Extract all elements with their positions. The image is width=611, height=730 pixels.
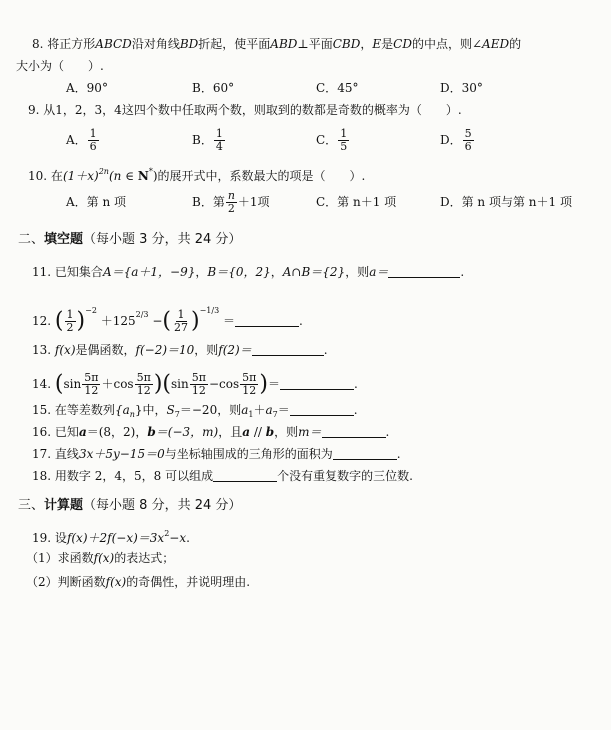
q8-text: 的中点，则 (411, 37, 472, 51)
q14-eq: ＝ (267, 377, 280, 391)
q10-option-b (192, 190, 270, 215)
section-number: 三、 (18, 498, 45, 513)
q11-var: a＝ (369, 265, 389, 279)
fraction (172, 309, 190, 334)
q16 (32, 424, 389, 440)
q19-text: （1）求函数 (26, 551, 94, 565)
q10-text: 的展开式中，系数最大的项是（ ）. (157, 169, 366, 183)
q15-text: 在等差数列 (54, 403, 115, 417)
q13-end: . (323, 343, 328, 357)
q18-number: 18. (32, 469, 52, 483)
q16-vector: b (147, 425, 156, 439)
q12 (32, 303, 303, 334)
q15-expr: ＝−20 (179, 403, 218, 417)
q13 (32, 342, 328, 358)
q19 (32, 526, 190, 546)
denominator: 27 (174, 321, 188, 334)
q19-text: （2）判断函数 (26, 575, 106, 589)
option-label: B．第 (192, 195, 225, 209)
numerator: 1 (177, 308, 185, 321)
q13-number: 13. (32, 343, 52, 357)
q10-option-c: C．第 n＋1 项 (316, 195, 397, 209)
q10-option-a: A．第 n 项 (66, 195, 127, 209)
q11-text: ， (195, 265, 208, 279)
q10-number: 10. (28, 169, 48, 183)
option-label: D． (440, 81, 462, 95)
q16-text: ，则 (274, 425, 299, 439)
option-label: C． (316, 81, 338, 95)
denominator: 12 (242, 384, 257, 397)
q19-expr: f(x) (93, 551, 115, 565)
q13-expr: f(x) (54, 343, 76, 357)
answer-blank[interactable] (322, 425, 386, 438)
option-text: 60° (212, 81, 235, 95)
q8-text: 平面 (308, 37, 333, 51)
q8-stem (32, 36, 521, 52)
q19-exponent: 2 (164, 529, 170, 538)
q11-number: 11. (32, 265, 52, 279)
q10-cond: ) (152, 169, 158, 183)
q16-text: ，且 (218, 425, 243, 439)
denominator: 12 (136, 384, 151, 397)
q8-var: CD (393, 37, 412, 51)
q8-var: CBD (332, 37, 361, 51)
numerator: 1 (215, 127, 223, 140)
answer-blank[interactable] (235, 314, 299, 327)
right-paren: ) (76, 308, 86, 334)
q18 (32, 468, 413, 484)
answer-blank[interactable] (213, 469, 277, 482)
q16-op: // (250, 425, 266, 439)
q14-func: sin (171, 377, 189, 391)
q8-text: 的 (509, 37, 522, 51)
fraction (226, 190, 237, 215)
q9-option-c (316, 128, 350, 153)
denominator: 4 (215, 140, 223, 153)
q16-var: m＝ (298, 425, 322, 439)
q8-stem-line2: 大小为（ ）. (16, 59, 104, 73)
q10-cond: (n ∈ (108, 169, 138, 183)
q8-option-a (66, 80, 108, 96)
numerator: 1 (66, 308, 74, 321)
q17 (32, 446, 401, 462)
q15-expr: {a (114, 403, 130, 417)
q14-end: . (354, 377, 358, 391)
q14-number: 14. (32, 377, 52, 391)
q19-part-2 (26, 574, 250, 590)
fraction (240, 372, 258, 397)
q12-op: − (152, 314, 163, 328)
fraction (135, 372, 153, 397)
q9-option-b (192, 128, 226, 153)
q12-end: . (299, 314, 303, 328)
q14 (32, 372, 358, 397)
numerator: 5π (242, 371, 257, 384)
q15-number: 15. (32, 403, 52, 417)
q17-expr: 3x＋5y−15＝0 (78, 447, 165, 461)
section-3-header (18, 498, 241, 514)
fraction (214, 128, 225, 153)
q9-option-a (66, 128, 100, 153)
q15-subscript: 1 (248, 410, 254, 419)
q8-text: 沿对角线 (131, 37, 180, 51)
q8-text: 折起，使平面 (198, 37, 271, 51)
q16-end: . (385, 425, 390, 439)
q16-expr: ＝(−3，m) (155, 425, 219, 439)
q8-option-b (192, 80, 234, 96)
q8-var: ABD (270, 37, 298, 51)
q8-option-d (440, 80, 483, 96)
q8-var: E (372, 37, 382, 51)
denominator: 5 (340, 140, 348, 153)
q9-option-d (440, 128, 475, 153)
q11-text: 已知集合 (54, 265, 103, 279)
right-paren: ) (153, 371, 163, 397)
q8-var: BD (179, 37, 199, 51)
q9-number: 9. (28, 103, 40, 117)
fraction (65, 309, 76, 334)
q19-part-1 (26, 550, 174, 566)
q9-stem (28, 102, 462, 118)
q15-text: ，则 (217, 403, 242, 417)
q14-func: ＋cos (101, 377, 134, 391)
q10-set-n: N (137, 169, 149, 183)
q11-expr: B＝{0，2} (207, 265, 271, 279)
q10-text: 在 (50, 169, 63, 183)
q18-text: 用数字 2，4，5，8 可以组成 (54, 469, 214, 483)
q8-var: ∠AED (471, 37, 510, 51)
denominator: 2 (227, 202, 235, 215)
q11-expr: A＝{a＋1，−9} (102, 265, 196, 279)
q16-text: ， (135, 425, 148, 439)
option-label: B． (192, 133, 213, 147)
q16-number: 16. (32, 425, 52, 439)
q11-expr: A∩B＝{2} (282, 265, 346, 279)
numerator: 5π (84, 371, 99, 384)
option-text: 45° (337, 81, 359, 95)
q17-text: 直线 (54, 447, 79, 461)
denominator: 12 (191, 384, 206, 397)
q10-star: * (148, 167, 153, 176)
denominator: 12 (84, 384, 99, 397)
q15-subscript: n (129, 410, 135, 419)
q15 (32, 402, 358, 423)
q8-var: ABCD (95, 37, 132, 51)
right-paren: ) (259, 371, 268, 397)
numerator: 5 (464, 127, 472, 140)
q15-expr: a (265, 403, 273, 417)
q12-exponent: −2 (85, 306, 97, 315)
left-paren: ( (54, 308, 64, 334)
q16-vector: a (242, 425, 250, 439)
q19-expr: f(x) (105, 575, 127, 589)
q8-symbol: ⊥ (297, 37, 309, 51)
option-text: 90° (86, 81, 108, 95)
q11-text: ， (270, 265, 283, 279)
q15-op: ＋ (253, 403, 266, 417)
fraction (463, 128, 474, 153)
section-title: 计算题 (44, 498, 84, 513)
q10-exponent: 2n (98, 167, 109, 176)
left-paren: ( (162, 371, 172, 397)
q12-eq: ＝ (223, 314, 236, 328)
answer-blank[interactable] (290, 403, 354, 416)
denominator: 2 (66, 321, 74, 334)
option-label: D． (440, 133, 462, 147)
fraction (190, 372, 208, 397)
q14-func: −cos (208, 377, 240, 391)
q13-expr: f(2)＝ (218, 343, 252, 357)
q16-text: 已知 (54, 425, 79, 439)
section-number: 二、 (18, 232, 45, 247)
section-2-header (18, 232, 241, 248)
section-note: （每小题 3 分，共 24 分） (83, 232, 242, 247)
option-label: A． (66, 81, 87, 95)
q19-expr: −x (169, 531, 187, 545)
q15-expr: S (166, 403, 175, 417)
numerator: n (227, 189, 235, 202)
q17-number: 17. (32, 447, 52, 461)
q19-expr: f(x)＋2f(−x)＝3x (66, 531, 165, 545)
q8-text: ， (360, 37, 373, 51)
q10-stem (28, 164, 365, 184)
q8-number: 8. (32, 37, 44, 51)
q15-text: 中， (142, 403, 167, 417)
q11 (32, 264, 464, 280)
denominator: 6 (464, 140, 472, 153)
q13-text: 是偶函数， (75, 343, 136, 357)
q13-text: ，则 (194, 343, 219, 357)
q11-text: ，则 (345, 265, 370, 279)
q19-number: 19. (32, 531, 52, 545)
section-title: 填空题 (44, 232, 84, 247)
q13-expr: f(−2)＝10 (135, 343, 195, 357)
q19-end: . (186, 531, 190, 545)
left-paren: ( (162, 308, 171, 334)
q15-subscript: 7 (272, 410, 278, 419)
q17-text: 与坐标轴围成的三角形的面积为 (164, 447, 333, 461)
option-label: B． (192, 81, 213, 95)
fraction (82, 372, 100, 397)
q15-expr: } (134, 403, 143, 417)
q15-eq: ＝ (277, 403, 290, 417)
fraction (88, 128, 99, 153)
option-label: C． (316, 133, 338, 147)
q15-end: . (353, 403, 358, 417)
q12-exponent: 2/3 (135, 310, 149, 319)
q15-expr: a (241, 403, 249, 417)
q10-expr: (1＋x) (62, 169, 99, 183)
numerator: 1 (89, 127, 97, 140)
q8-text: 将正方形 (47, 37, 96, 51)
q14-func: sin (63, 377, 82, 391)
q18-text: 个没有重复数字的三位数. (277, 469, 413, 483)
q12-term: ＋125 (100, 314, 136, 328)
option-text: ＋1项 (237, 195, 270, 209)
numerator: 5π (136, 371, 151, 384)
q16-vector: b (265, 425, 275, 439)
numerator: 5π (191, 371, 206, 384)
answer-blank[interactable] (252, 343, 324, 356)
q8-option-c (316, 80, 358, 96)
left-paren: ( (54, 371, 64, 397)
numerator: 1 (340, 127, 348, 140)
section-note: （每小题 8 分，共 24 分） (83, 498, 242, 513)
q19-text: 的奇偶性，并说明理由. (126, 575, 251, 589)
fraction (338, 128, 349, 153)
q16-vector: a (78, 425, 87, 439)
denominator: 6 (89, 140, 97, 153)
q15-subscript: 7 (174, 410, 180, 419)
option-text: 30° (461, 81, 483, 95)
answer-blank[interactable] (280, 377, 354, 390)
right-paren: ) (191, 308, 200, 334)
q11-end: . (460, 265, 465, 279)
q16-expr: ＝(8，2) (86, 425, 136, 439)
q9-text: 从1，2，3，4这四个数中任取两个数，则取到的数都是奇数的概率为（ ）. (43, 103, 462, 117)
q10-option-d: D．第 n 项与第 n＋1 项 (440, 195, 572, 209)
q12-number: 12. (32, 314, 52, 328)
answer-blank[interactable] (388, 265, 460, 278)
q19-text: 的表达式； (114, 551, 175, 565)
q8-text: 是 (381, 37, 394, 51)
q17-end: . (396, 447, 401, 461)
q12-exponent: −1/3 (199, 306, 220, 315)
q19-text: 设 (54, 531, 67, 545)
option-label: A． (66, 133, 87, 147)
answer-blank[interactable] (333, 447, 397, 460)
